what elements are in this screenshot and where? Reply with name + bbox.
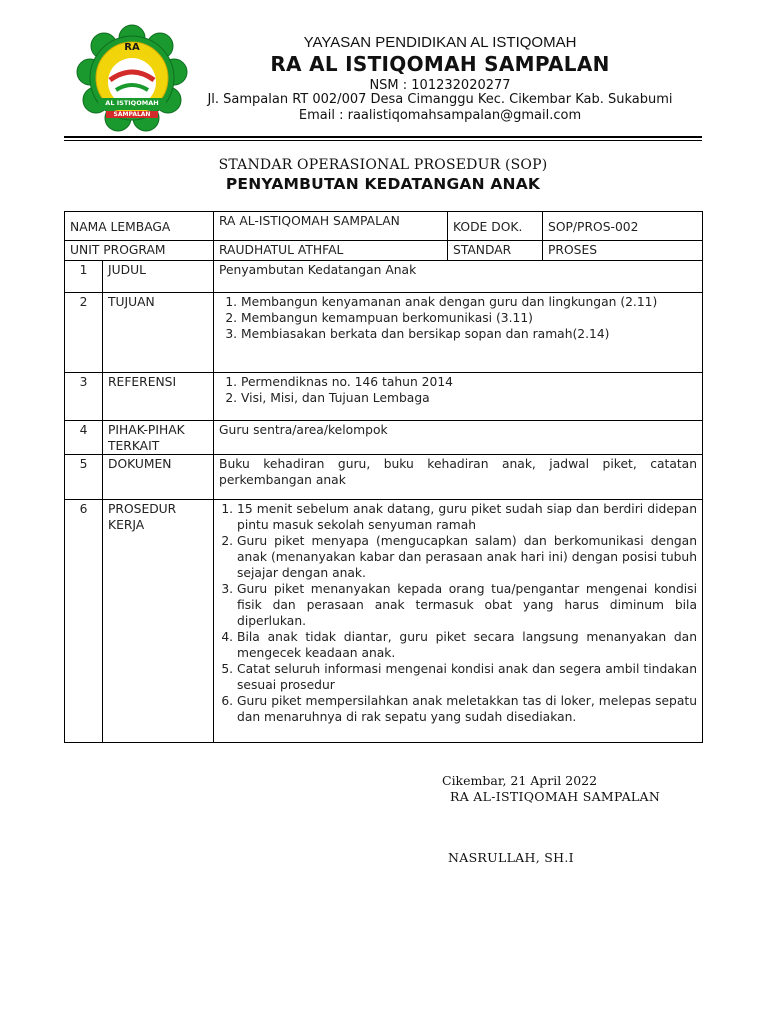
row-content: Penyambutan Kedatangan Anak	[214, 261, 703, 293]
table-row	[65, 261, 703, 293]
row-number: 5	[65, 455, 103, 500]
standar-value: PROSES	[543, 241, 703, 261]
table-row	[65, 373, 703, 421]
table-row	[65, 293, 703, 373]
foundation-name: YAYASAN PENDIDIKAN AL ISTIQOMAH	[303, 34, 577, 51]
header-rule-thick	[64, 136, 702, 138]
logo-bottom-text: SAMPALAN	[106, 111, 158, 118]
row-content	[214, 500, 703, 743]
row-label: TUJUAN	[103, 293, 214, 373]
list-item: 1. 15 menit sebelum anak datang, guru piket sudah siap dan berdiri didepan pintu masuk sekolah senyuman ramah	[237, 501, 697, 533]
row-number: 6	[65, 500, 103, 743]
row-content	[214, 293, 703, 373]
school-address: Jl. Sampalan RT 002/007 Desa Cimanggu Kec. Cikembar Kab. Sukabumi	[207, 92, 673, 107]
list-item: 2. Guru piket menyapa (mengucapkan salam) dan berkomunikasi dengan anak (menanyakan kabar dan perasaan anak hari ini) dengan posisi tubuh sejajar dengan anak.	[237, 533, 697, 581]
row-label: REFERENSI	[103, 373, 214, 421]
school-name: RA AL ISTIQOMAH SAMPALAN	[270, 52, 610, 76]
list-item: 4. Bila anak tidak diantar, guru piket secara langsung menanyakan dan mengecek keadaan anak.	[237, 629, 697, 661]
row-number: 2	[65, 293, 103, 373]
school-nsm: NSM : 101232020277	[369, 78, 511, 93]
table-row	[65, 500, 703, 743]
school-logo	[76, 24, 188, 132]
list-item: 5. Catat seluruh informasi mengenai kondisi anak dan segera ambil tindakan sesuai prosedur	[237, 661, 697, 693]
lembaga-value: RA AL-ISTIQOMAH SAMPALAN	[214, 212, 448, 241]
row-content	[214, 373, 703, 421]
sop-title: STANDAR OPERASIONAL PROSEDUR (SOP)	[218, 157, 548, 173]
sop-table	[64, 211, 703, 743]
school-email: Email : raalistiqomahsampalan@gmail.com	[298, 108, 582, 123]
list-item: 1. Membangun kenyamanan anak dengan guru dan lingkungan (2.11)	[241, 294, 697, 310]
header-rule-thin	[64, 140, 702, 141]
signature-name: NASRULLAH, SH.I	[448, 850, 574, 865]
row-label: PROSEDUR KERJA	[103, 500, 214, 743]
sop-subtitle: PENYAMBUTAN KEDATANGAN ANAK	[225, 175, 541, 193]
list-item: 2. Membangun kemampuan berkomunikasi (3.11)	[241, 310, 697, 326]
row-content: Guru sentra/area/kelompok	[214, 421, 703, 455]
table-row	[65, 212, 703, 241]
row-number: 1	[65, 261, 103, 293]
signature-place-date: Cikembar, 21 April 2022	[442, 773, 598, 788]
table-row	[65, 241, 703, 261]
unit-value: RAUDHATUL ATHFAL	[214, 241, 448, 261]
list-item: 3. Membiasakan berkata dan bersikap sopan dan ramah(2.14)	[241, 326, 697, 342]
unit-label: UNIT PROGRAM	[65, 241, 214, 261]
lembaga-label: NAMA LEMBAGA	[65, 212, 214, 241]
logo-band-text: AL ISTIQOMAH	[105, 99, 159, 107]
list-item: 3. Guru piket menanyakan kepada orang tua/pengantar mengenai kondisi fisik dan perasaan anak termasuk obat yang harus diminum bila diperlukan.	[237, 581, 697, 629]
kode-label: KODE DOK.	[448, 212, 543, 241]
row-label: JUDUL	[103, 261, 214, 293]
list-item: 6. Guru piket mempersilahkan anak meletakkan tas di loker, melepas sepatu dan menaruhnya di rak sepatu yang sudah disediakan.	[237, 693, 697, 725]
row-number: 4	[65, 421, 103, 455]
table-row	[65, 455, 703, 500]
logo-top-text: RA	[124, 42, 140, 53]
row-number: 3	[65, 373, 103, 421]
row-content: Buku kehadiran guru, buku kehadiran anak, jadwal piket, catatan perkembangan anak	[214, 455, 703, 500]
kode-value: SOP/PROS-002	[543, 212, 703, 241]
standar-label: STANDAR	[448, 241, 543, 261]
signature-organization: RA AL-ISTIQOMAH SAMPALAN	[450, 789, 661, 804]
table-row	[65, 421, 703, 455]
row-label: PIHAK-PIHAK TERKAIT	[103, 421, 214, 455]
list-item: 2. Visi, Misi, dan Tujuan Lembaga	[241, 390, 697, 406]
row-label: DOKUMEN	[103, 455, 214, 500]
list-item: 1. Permendiknas no. 146 tahun 2014	[241, 374, 697, 390]
